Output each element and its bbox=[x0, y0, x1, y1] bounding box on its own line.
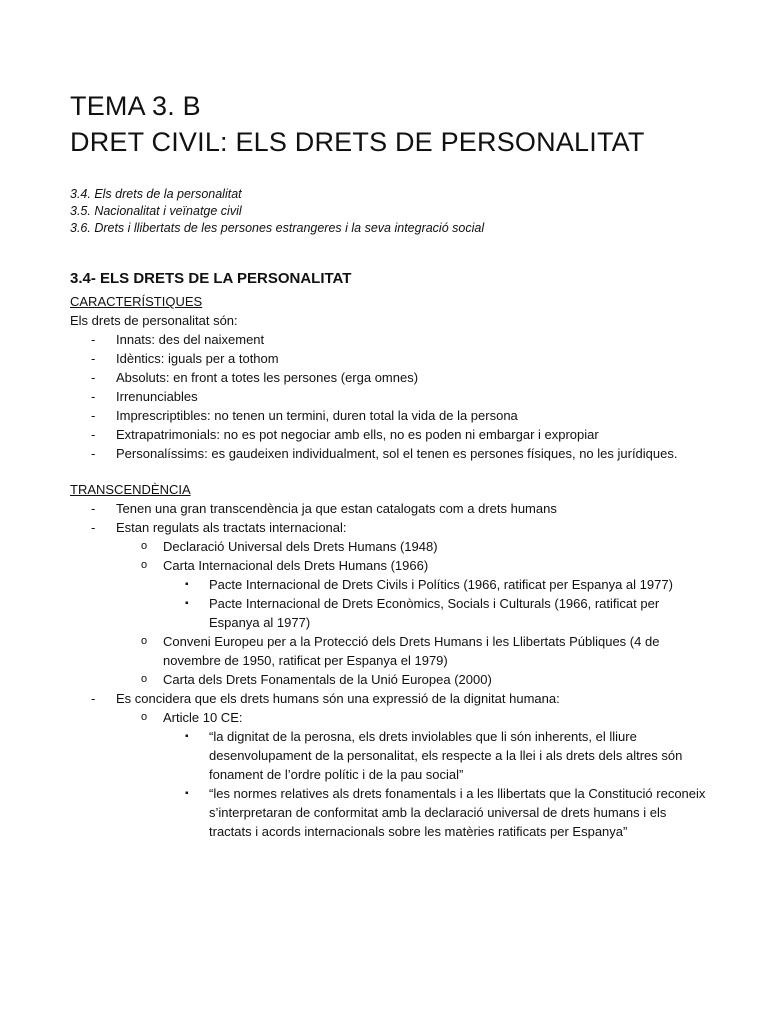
document-page bbox=[70, 88, 710, 841]
title-line-2: DRET CIVIL: ELS DRETS DE PERSONALITAT bbox=[70, 127, 645, 157]
list-item: - Irrenunciables bbox=[70, 387, 710, 406]
sublist-item: o Conveni Europeu per a la Protecció dels Drets Humans i les Llibertats Públiques (4 de novembre de 1950, ratificat per Espanya el 1979) bbox=[116, 632, 710, 670]
sublist-item: o Carta dels Drets Fonamentals de la Unió Europea (2000) bbox=[116, 670, 710, 689]
list-item: - Idèntics: iguals per a tothom bbox=[70, 349, 710, 368]
list-item: - Tenen una gran transcendència ja que estan catalogats com a drets humans bbox=[70, 499, 710, 518]
sublist-item bbox=[116, 708, 710, 841]
table-of-contents bbox=[70, 186, 710, 237]
sublist-item bbox=[116, 556, 710, 632]
article-list bbox=[116, 708, 710, 841]
toc-item: 3.4. Els drets de la personalitat bbox=[70, 187, 242, 201]
pactes-list bbox=[163, 575, 710, 632]
quote-item: ▪ “la dignitat de la perosna, els drets inviolables que li són inherents, el lliure desenvolupament de la personalitat, els respecte a la llei i als drets dels altres són fonament de l’ordre polític i de la pau social” bbox=[163, 727, 710, 784]
title-line-1: TEMA 3. B bbox=[70, 91, 201, 121]
quotes-list bbox=[163, 727, 710, 841]
sublist-item: o Declaració Universal dels Drets Humans (1948) bbox=[116, 537, 710, 556]
subsublist-item: ▪ Pacte Internacional de Drets Civils i Polítics (1966, ratificat per Espanya al 1977) bbox=[163, 575, 710, 594]
subsublist-item: ▪ Pacte Internacional de Drets Econòmics, Socials i Culturals (1966, ratificat per Espanya al 1977) bbox=[163, 594, 710, 632]
toc-item: 3.5. Nacionalitat i veïnatge civil bbox=[70, 204, 242, 218]
list-item-text: Estan regulats als tractats internacional: bbox=[116, 520, 347, 535]
list-item bbox=[70, 689, 710, 841]
caracteristiques-list bbox=[70, 330, 710, 463]
section-heading: 3.4- ELS DRETS DE LA PERSONALITAT bbox=[70, 270, 352, 287]
list-item: - Extrapatrimonials: no es pot negociar amb ells, no es poden ni embargar i expropiar bbox=[70, 425, 710, 444]
tractats-list bbox=[116, 537, 710, 689]
document-title bbox=[70, 88, 710, 160]
list-item: - Personalíssims: es gaudeixen individualment, sol el tenen es persones físiques, no les jurídiques. bbox=[70, 444, 710, 463]
sublist-item-text: Carta Internacional dels Drets Humans (1966) bbox=[163, 558, 429, 573]
list-item: - Innats: des del naixement bbox=[70, 330, 710, 349]
toc-item: 3.6. Drets i llibertats de les persones estrangeres i la seva integració social bbox=[70, 221, 485, 235]
caracteristiques-intro: Els drets de personalitat són: bbox=[70, 313, 238, 328]
transcendencia-list bbox=[70, 499, 710, 841]
list-item: - Imprescriptibles: no tenen un termini, duren total la vida de la persona bbox=[70, 406, 710, 425]
list-item: - Absoluts: en front a totes les persones (erga omnes) bbox=[70, 368, 710, 387]
quote-item: ▪ “les normes relatives als drets fonamentals i a les llibertats que la Constitució reconeix s’interpretaran de conformitat amb la declaració universal de drets humans i els tractats i acords internacionals sobre les matèries ratificats per Espanya” bbox=[163, 784, 710, 841]
transcendencia-heading: TRANSCENDÈNCIA bbox=[70, 482, 191, 497]
sublist-item-text: Article 10 CE: bbox=[163, 710, 243, 725]
caracteristiques-heading: CARACTERÍSTIQUES bbox=[70, 294, 203, 309]
list-item-text: Es concidera que els drets humans són una expressió de la dignitat humana: bbox=[116, 691, 560, 706]
list-item bbox=[70, 518, 710, 689]
